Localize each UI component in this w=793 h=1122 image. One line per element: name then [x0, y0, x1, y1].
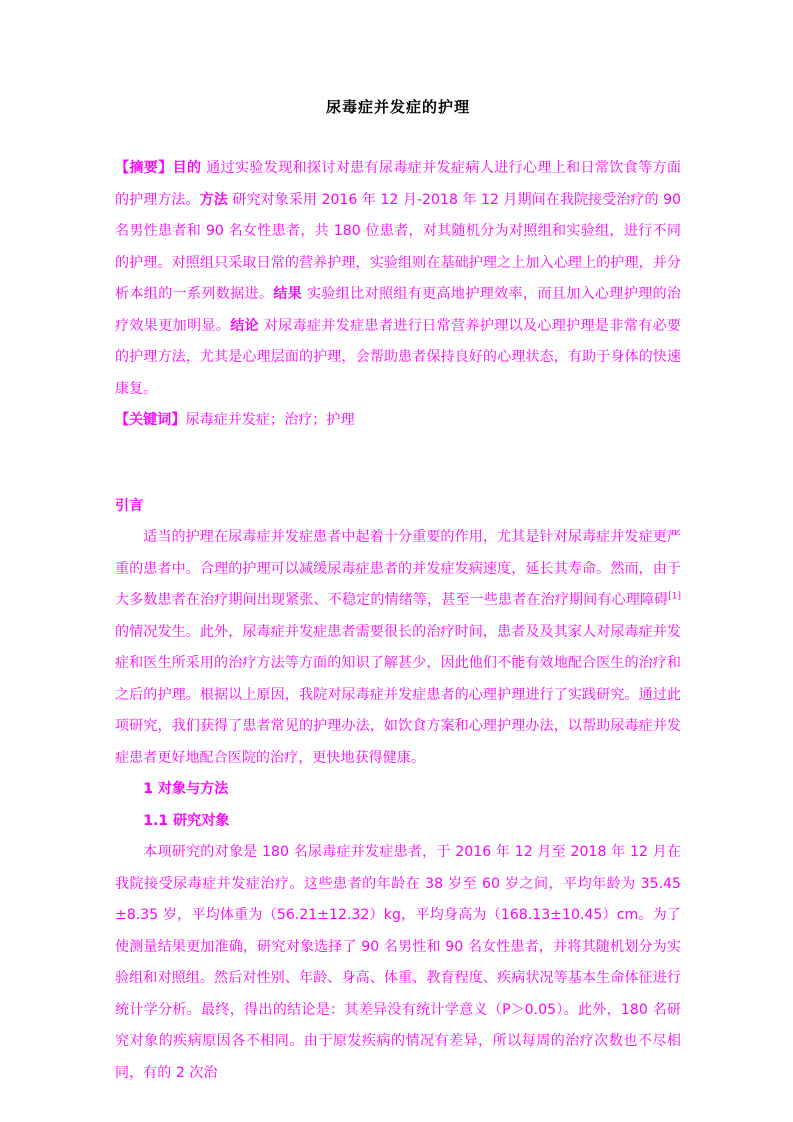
introduction-text-after-citation: 的情况发生。此外，尿毒症并发症患者需要很长的治疗时间，患者及及其家人对尿毒症并发症和医生所采用的治疗方法等方面的知识了解甚少，因此他们不能有效地配合医生的治疗和之后的护理。根据以上原因，我院对尿毒症并发症患者的心理护理进行了实践研究。通过此项研究，我们获得了患者常见的护理办法，如饮食方案和心理护理办法，以帮助尿毒症并发症患者更好地配合医院的治疗，更快地获得健康。 [115, 623, 681, 766]
abstract-results-text: 实验组比对照组有更高地护理效率，而且加入心理护理的治疗效果更加明显。 [115, 286, 681, 334]
abstract-paragraph [115, 153, 681, 405]
introduction-text-before-citation: 适当的护理在尿毒症并发症患者中起着十分重要的作用，尤其是针对尿毒症并发症更严重的患者中。合理的护理可以减缓尿毒症患者的并发症发病速度，延长其寿命。然而，由于大多数患者在治疗期间出现紧张、不稳定的情绪等，甚至一些患者在治疗期间有心理障碍 [115, 529, 681, 608]
keywords-label: 【关键词】 [115, 412, 186, 428]
section-1-1-heading: 1.1 研究对象 [143, 812, 230, 829]
abstract-methods-label: 方法 [199, 191, 228, 208]
abstract-objective-text: 通过实验发现和探讨对患有尿毒症并发症病人进行心理上和日常饮食等方面的护理方法。 [115, 160, 681, 208]
document-title: 尿毒症并发症的护理 [325, 98, 470, 116]
abstract-label: 【摘要】 [115, 160, 173, 176]
citation-marker: [1] [668, 591, 681, 602]
abstract-conclusion-label: 结论 [230, 317, 259, 334]
keywords-paragraph [115, 405, 681, 437]
introduction-paragraph [115, 522, 681, 774]
abstract-conclusion-text: 对尿毒症并发症患者进行日常营养护理以及心理护理是非常有必要的护理方法，尤其是心理层面的护理，会帮助患者保持良好的心理状态，有助于身体的快速康复。 [115, 317, 681, 397]
introduction-heading: 引言 [115, 497, 144, 514]
abstract-objective-label: 目的 [172, 160, 202, 176]
study-subjects-paragraph: 本项研究的对象是 180 名尿毒症并发症患者，于 2016 年 12 月至 2018 年 12 月在我院接受尿毒症并发症治疗。这些患者的年龄在 38 岁至 60 岁之间，平均年龄为 35.45±8.35 岁，平均体重为（56.21±12.32）kg，平均身高为（168.13±10.45）cm。为了使测量结果更加准确，研究对象选择了 90 名男性和 90 名女性患者，并将其随机划分为实验组和对照组。然后对性别、年龄、身高、体重、教育程度、疾病状况等基本生命体征进行统计学分析。最终，得出的结论是：其差异没有统计学意义（P＞0.05）。此外，180 名研究对象的疾病原因各不相同。由于原发疾病的情况有差异，所以每周的治疗次数也不尽相同，有的 2 次治 [115, 844, 681, 1081]
keywords-text: 尿毒症并发症；治疗；护理 [185, 412, 355, 428]
section-1-heading: 1 对象与方法 [143, 781, 229, 797]
abstract-results-label: 结果 [273, 286, 303, 302]
abstract-methods-text: 研究对象采用 2016 年 12 月-2018 年 12 月期间在我院接受治疗的 90 名男性患者和 90 名女性患者，共 180 位患者，对其随机分为对照组和实验组，进行不同的护理。对照组只采取日常的营养护理，实验组则在基础护理之上加入心理上的护理，并分析本组的一系列数据进。 [115, 191, 682, 302]
